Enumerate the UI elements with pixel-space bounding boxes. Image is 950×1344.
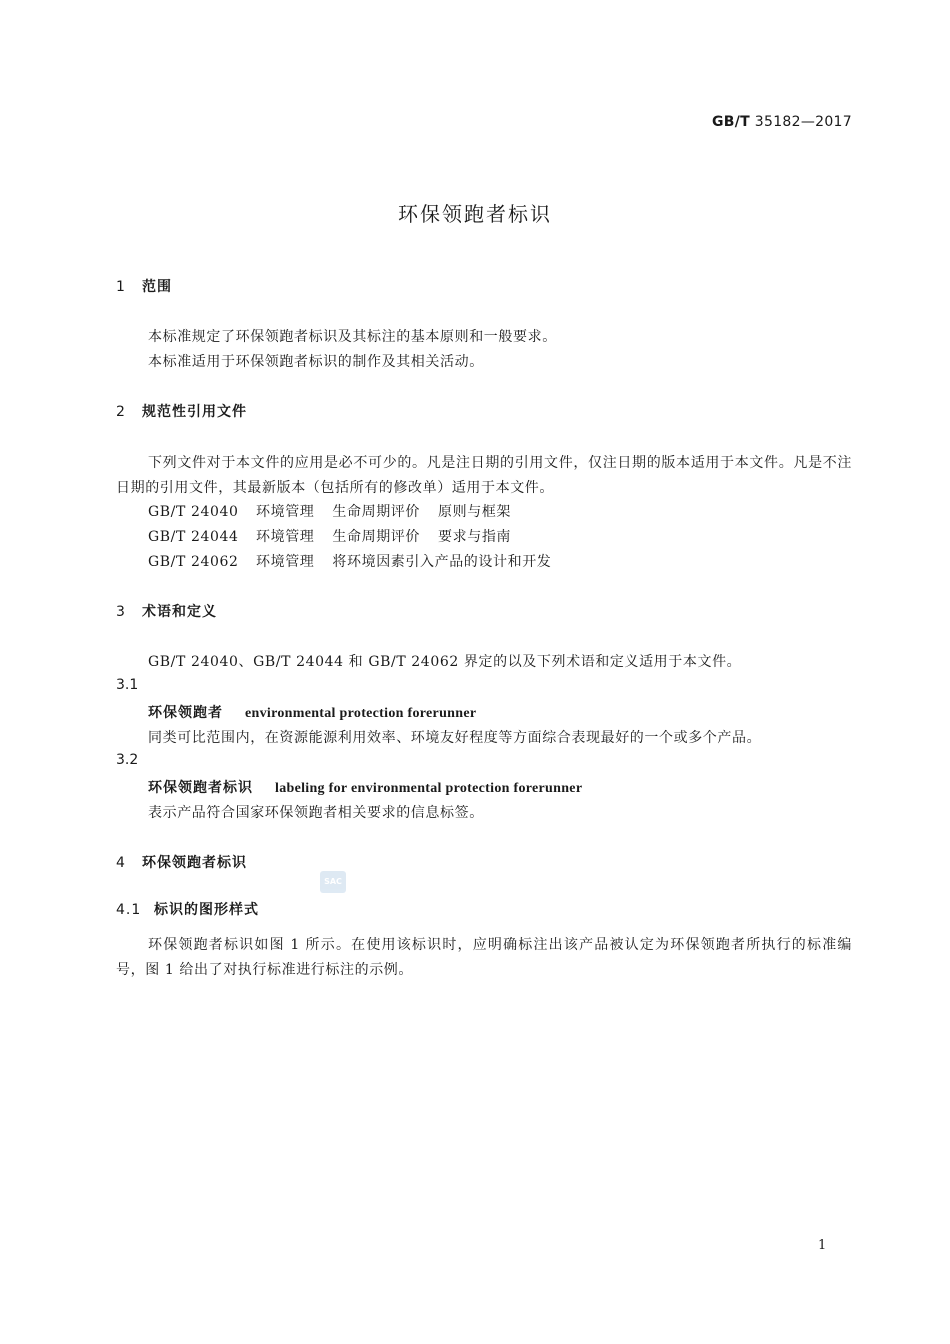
section-number: 1 xyxy=(116,279,126,295)
section-2-intro: 下列文件对于本文件的应用是必不可少的。凡是注日期的引用文件，仅注日期的版本适用于本文件。凡是不注日期的引用文件，其最新版本（包括所有的修改单）适用于本文件。 xyxy=(116,455,852,496)
subsection-4-1-para: 环保领跑者标识如图 1 所示。在使用该标识时，应明确标注出该产品被认定为环保领跑者所执行的标准编号，图 1 给出了对执行标准进行标注的示例。 xyxy=(116,937,852,978)
document-title: 环保领跑者标识 xyxy=(398,202,552,226)
section-1-para-1: 本标准规定了环保领跑者标识及其标注的基本原则和一般要求。 xyxy=(148,329,557,345)
reference-code: GB/T 24044 xyxy=(148,529,239,545)
section-title: 范围 xyxy=(142,279,172,295)
term-number: 3.2 xyxy=(116,752,139,768)
standard-number: 35182—2017 xyxy=(754,114,852,130)
section-3-heading xyxy=(116,601,217,621)
section-1-para-2: 本标准适用于环保领跑者标识的制作及其相关活动。 xyxy=(148,354,484,370)
reference-item xyxy=(148,501,529,521)
reference-code: GB/T 24040 xyxy=(148,504,239,520)
reference-item xyxy=(148,526,529,546)
term-chinese: 环保领跑者 xyxy=(148,705,223,721)
section-4-heading xyxy=(116,852,247,872)
section-2-heading xyxy=(116,401,247,421)
reference-part: 将环境因素引入产品的设计和开发 xyxy=(332,554,552,570)
reference-part: 环境管理 xyxy=(256,554,315,570)
reference-part: 要求与指南 xyxy=(438,529,512,545)
sac-watermark-logo: SAC xyxy=(320,871,346,893)
reference-item xyxy=(148,551,569,571)
term-heading xyxy=(148,702,476,722)
standard-code xyxy=(712,114,852,130)
reference-part: 环境管理 xyxy=(256,504,315,520)
subsection-number: 4.1 xyxy=(116,902,142,918)
term-chinese: 环保领跑者标识 xyxy=(148,780,253,796)
term-english: environmental protection forerunner xyxy=(245,706,477,721)
term-definition: 同类可比范围内，在资源能源利用效率、环境友好程度等方面综合表现最好的一个或多个产品。 xyxy=(148,730,762,746)
reference-code: GB/T 24062 xyxy=(148,554,239,570)
term-number: 3.1 xyxy=(116,677,139,693)
section-title: 环保领跑者标识 xyxy=(142,855,247,871)
reference-part: 生命周期评价 xyxy=(332,529,421,545)
section-title: 术语和定义 xyxy=(142,604,217,620)
section-title: 规范性引用文件 xyxy=(142,404,247,420)
section-number: 4 xyxy=(116,855,126,871)
page-number: 1 xyxy=(818,1238,827,1253)
section-number: 2 xyxy=(116,404,126,420)
section-3-intro: GB/T 24040、GB/T 24044 和 GB/T 24062 界定的以及下列术语和定义适用于本文件。 xyxy=(148,654,742,670)
term-heading xyxy=(148,777,582,797)
reference-part: 生命周期评价 xyxy=(332,504,421,520)
reference-part: 原则与框架 xyxy=(438,504,512,520)
reference-part: 环境管理 xyxy=(256,529,315,545)
subsection-4-1-heading xyxy=(116,899,259,919)
term-definition: 表示产品符合国家环保领跑者相关要求的信息标签。 xyxy=(148,805,484,821)
section-number: 3 xyxy=(116,604,126,620)
section-1-heading xyxy=(116,276,172,296)
subsection-title: 标识的图形样式 xyxy=(154,902,259,918)
standard-prefix: GB/T xyxy=(712,114,751,130)
term-english: labeling for environmental protection forerunner xyxy=(275,781,583,796)
